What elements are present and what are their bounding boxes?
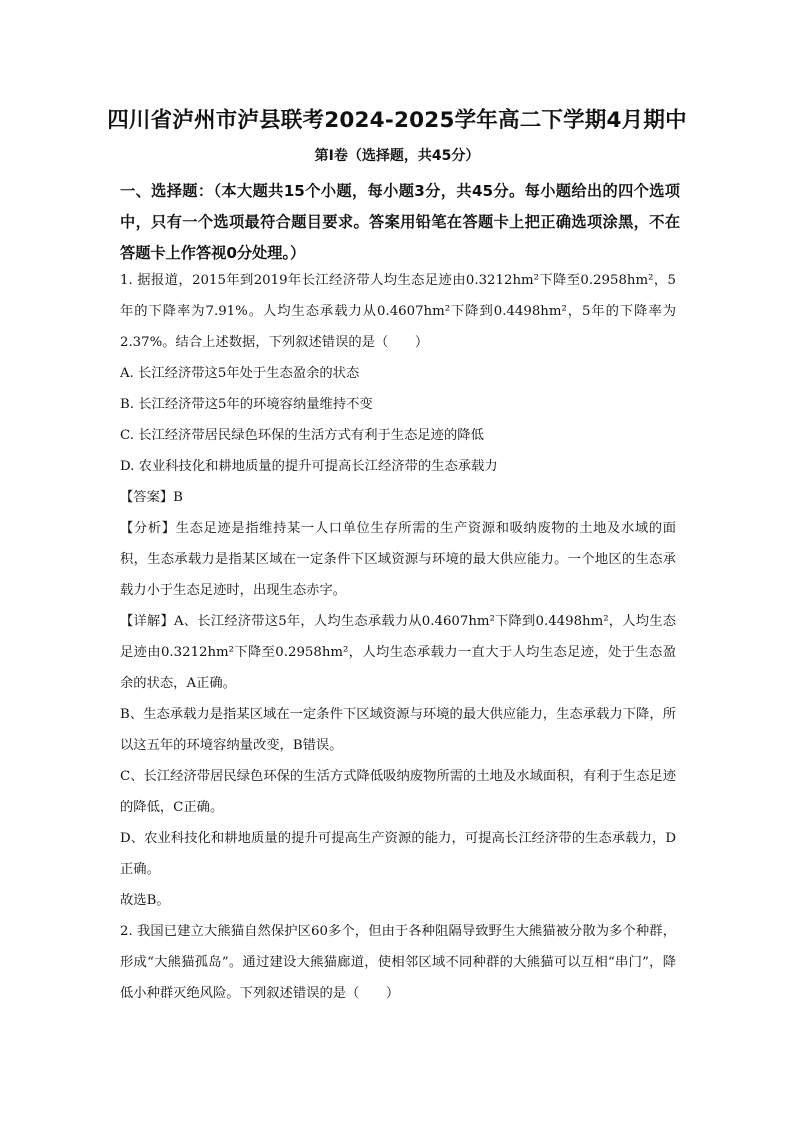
question-1-detail-b: B、生态承载力是指某区域在一定条件下区域资源与环境的最大供应能力，生态承载力下降，所以这五年的环境容纳量改变，B错误。 (120, 707, 676, 753)
question-1-detail-c: C、长江经济带居民绿色环保的生活方式降低吸纳废物所需的土地及水域面积，有利于生态足迹的降低，C正确。 (120, 769, 676, 815)
section-heading: 一、选择题：（本大题共15个小题，每小题3分，共45分。每小题给出的四个选项中，只有一个选项最符合题目要求。答案用铅笔在答题卡上把正确选项涂黑，不在答题卡上作答视0分处理。） (120, 182, 680, 262)
document-body (120, 265, 676, 1009)
question-1-detail-d: D、农业科技化和耕地质量的提升可提高生产资源的能力，可提高长江经济带的生态承载力，D正确。 (120, 831, 676, 877)
question-1-answer: 【答案】B (120, 490, 183, 505)
question-1-option-c: C. 长江经济带居民绿色环保的生活方式有利于生态足迹的降低 (120, 428, 484, 443)
question-1-option-b: B. 长江经济带这5年的环境容纳量维持不变 (120, 397, 373, 412)
question-1-detail-a: 【详解】A、长江经济带这5年，人均生态承载力从0.4607hm²下降到0.4498hm²，人均生态足迹由0.3212hm²下降至0.2958hm²，人均生态承载力一直大于人均生态足迹，处于生态盈余的状态，A正确。 (120, 614, 676, 691)
question-1-analysis: 【分析】生态足迹是指维持某一人口单位生存所需的生产资源和吸纳废物的土地及水域的面积，生态承载力是指某区域在一定条件下区域资源与环境的最大供应能力。一个地区的生态承载力小于生态足迹时，出现生态赤字。 (120, 521, 676, 598)
document-subtitle: 第I卷（选择题，共45分） (314, 148, 480, 164)
question-1-stem: 1. 据报道，2015年到2019年长江经济带人均生态足迹由0.3212hm²下降至0.2958hm²，5年的下降率为7.91%。人均生态承载力从0.4607hm²下降到0.4498hm²，5年的下降率为2.37%。结合上述数据，下列叙述错误的是（ ） (120, 273, 676, 350)
question-2-stem: 2. 我国已建立大熊猫自然保护区60多个，但由于各种阻隔导致野生大熊猫被分散为多个种群，形成“大熊猫孤岛”。通过建设大熊猫廊道，使相邻区域不同种群的大熊猫可以互相“串门”，降低小种群灭绝风险。下列叙述错误的是（ ） (120, 924, 676, 1001)
question-1-option-a: A. 长江经济带这5年处于生态盈余的状态 (120, 366, 360, 381)
question-1-option-d: D. 农业科技化和耕地质量的提升可提高长江经济带的生态承载力 (120, 459, 498, 474)
document-title: 四川省泸州市泸县联考2024-2025学年高二下学期4月期中 (107, 108, 687, 133)
question-1-conclusion: 故选B。 (120, 893, 170, 908)
